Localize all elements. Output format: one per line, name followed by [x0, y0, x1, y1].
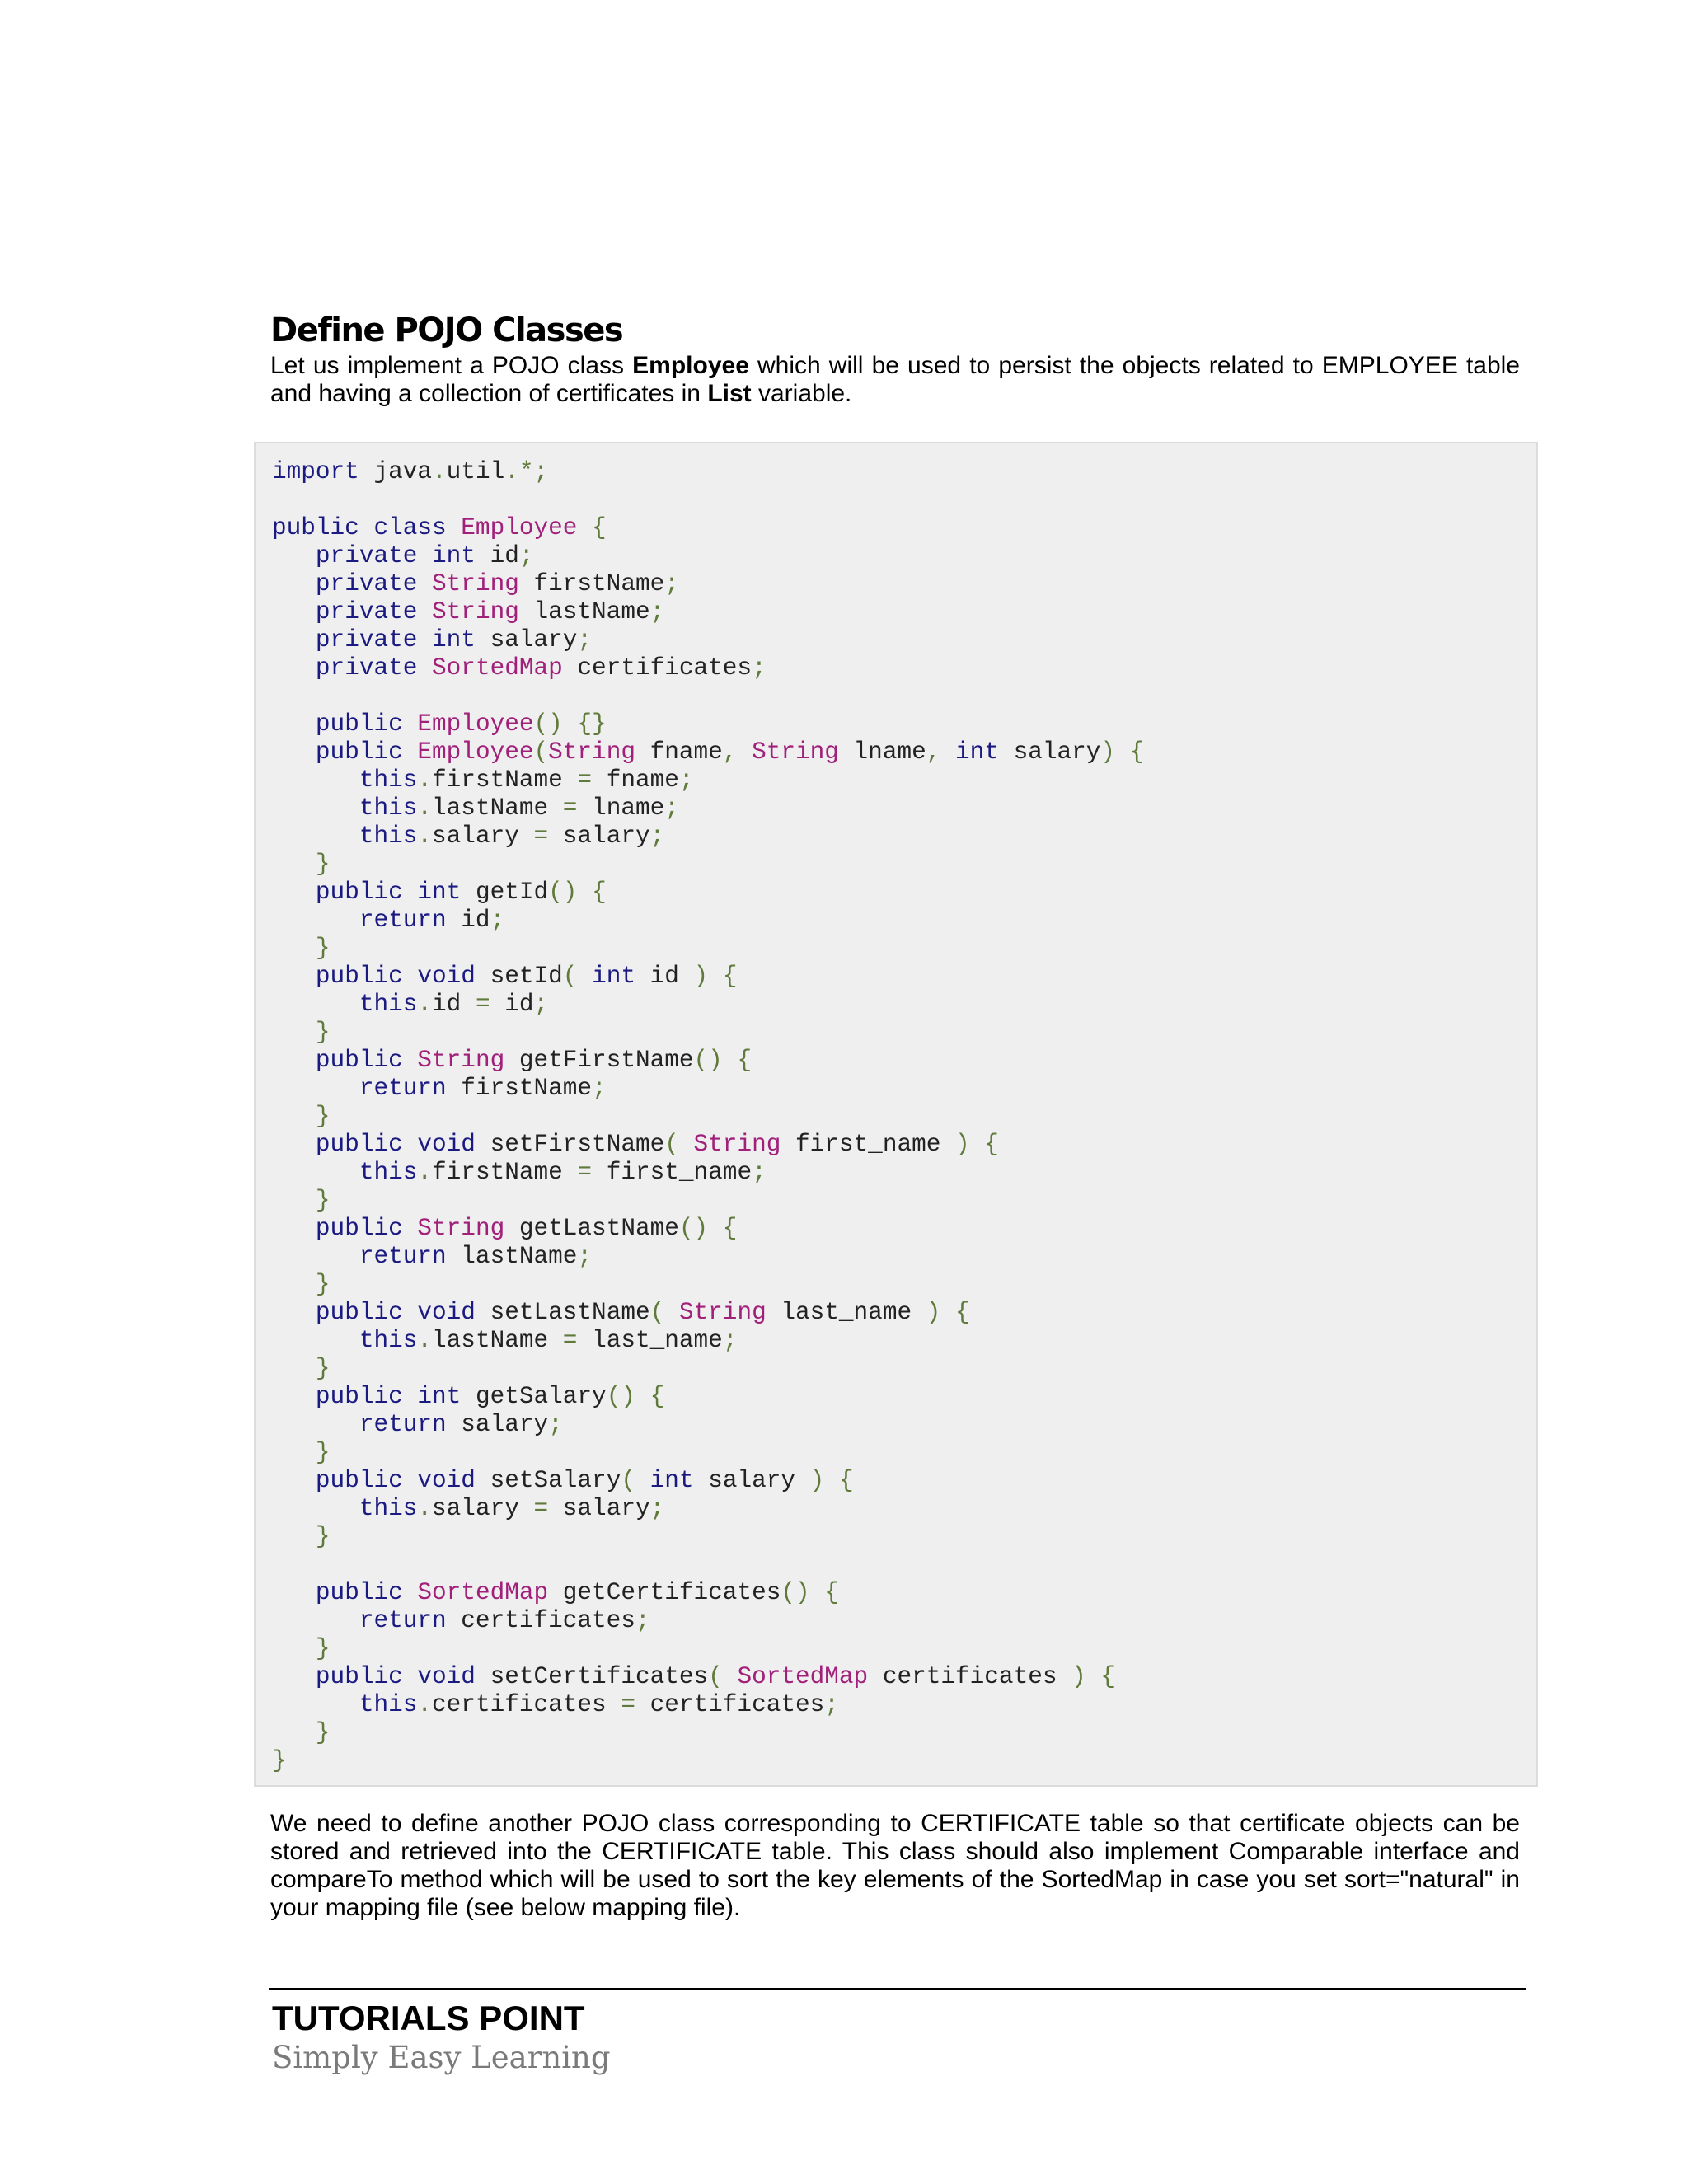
code-line: public int getSalary() { — [315, 1383, 665, 1410]
section-heading: Define POJO Classes — [270, 312, 623, 349]
intro-bold-employee: Employee — [632, 352, 749, 379]
code-line: this.certificates = certificates; — [359, 1691, 839, 1718]
code-line: public void setId( int id ) { — [315, 963, 738, 990]
code-line: } — [315, 1271, 331, 1298]
section — [270, 309, 1520, 408]
intro-text-3: variable. — [751, 380, 852, 407]
code-line: return lastName; — [359, 1243, 593, 1270]
code-line: } — [315, 1635, 331, 1662]
code-block — [254, 442, 1538, 1787]
code-line: public void setFirstName( String first_name ) { — [315, 1131, 999, 1158]
code-line: } — [315, 1103, 331, 1130]
footer-brand: TUTORIALS POINT — [272, 1999, 585, 2037]
code-line: this.salary = salary; — [359, 823, 665, 850]
code-line: } — [315, 1523, 331, 1550]
code-line: public Employee(String fname, String lname, int salary) { — [315, 738, 1145, 766]
code-line: this.salary = salary; — [359, 1495, 665, 1522]
intro-text-2: which will be used to persist the objects related to EMPLOYEE table and having a collection of certificates in — [270, 352, 1520, 407]
code-line: public SortedMap getCertificates() { — [315, 1579, 839, 1606]
code-line: } — [315, 1187, 331, 1214]
intro-text-1: Let us implement a POJO class — [270, 352, 633, 379]
code-line: import java.util.*; — [272, 458, 549, 485]
footer-tagline: Simply Easy Learning — [272, 2040, 611, 2075]
code-line: } — [315, 1019, 331, 1046]
code-line: public int getId() { — [315, 879, 607, 906]
code-line: return certificates; — [359, 1607, 650, 1634]
code-line: this.firstName = first_name; — [359, 1159, 767, 1186]
code-line: public String getFirstName() { — [315, 1047, 753, 1074]
code-line: private String firstName; — [315, 570, 679, 598]
code-line: public void setSalary( int salary ) { — [315, 1467, 854, 1494]
intro-bold-list: List — [707, 380, 752, 407]
code-listing — [272, 458, 1536, 1775]
code-line: this.lastName = lname; — [359, 794, 679, 822]
code-line: this.firstName = fname; — [359, 766, 694, 794]
intro-paragraph — [270, 352, 1520, 408]
code-line: } — [315, 1355, 331, 1382]
followup-section — [270, 1810, 1520, 1922]
code-line: public void setCertificates( SortedMap certificates ) { — [315, 1663, 1116, 1690]
code-line: } — [272, 1747, 287, 1774]
code-line: private int id; — [315, 542, 534, 569]
code-line: } — [315, 1439, 331, 1466]
code-line: public String getLastName() { — [315, 1215, 738, 1242]
code-line: } — [315, 935, 331, 962]
code-line: public Employee() {} — [315, 710, 607, 738]
code-line: return id; — [359, 907, 505, 934]
code-line: } — [315, 851, 331, 878]
code-line: public void setLastName( String last_name ) { — [315, 1299, 970, 1326]
code-line: private String lastName; — [315, 598, 665, 626]
code-line: this.lastName = last_name; — [359, 1327, 738, 1354]
code-line: private SortedMap certificates; — [315, 654, 767, 682]
code-line: this.id = id; — [359, 991, 549, 1018]
code-line: public class Employee { — [272, 514, 607, 541]
followup-paragraph: We need to define another POJO class corresponding to CERTIFICATE table so that certificate objects can be stored and retrieved into the CERTIFICATE table. This class should also implement Comparable interface and compareTo method which will be used to sort the key elements of the SortedMap in case you set sort="natural" in your mapping file (see below mapping file). — [270, 1810, 1520, 1921]
code-line: return salary; — [359, 1411, 563, 1438]
code-line: return firstName; — [359, 1075, 607, 1102]
footer-divider — [269, 1988, 1526, 1990]
code-line: } — [315, 1719, 331, 1746]
code-line: private int salary; — [315, 626, 593, 654]
